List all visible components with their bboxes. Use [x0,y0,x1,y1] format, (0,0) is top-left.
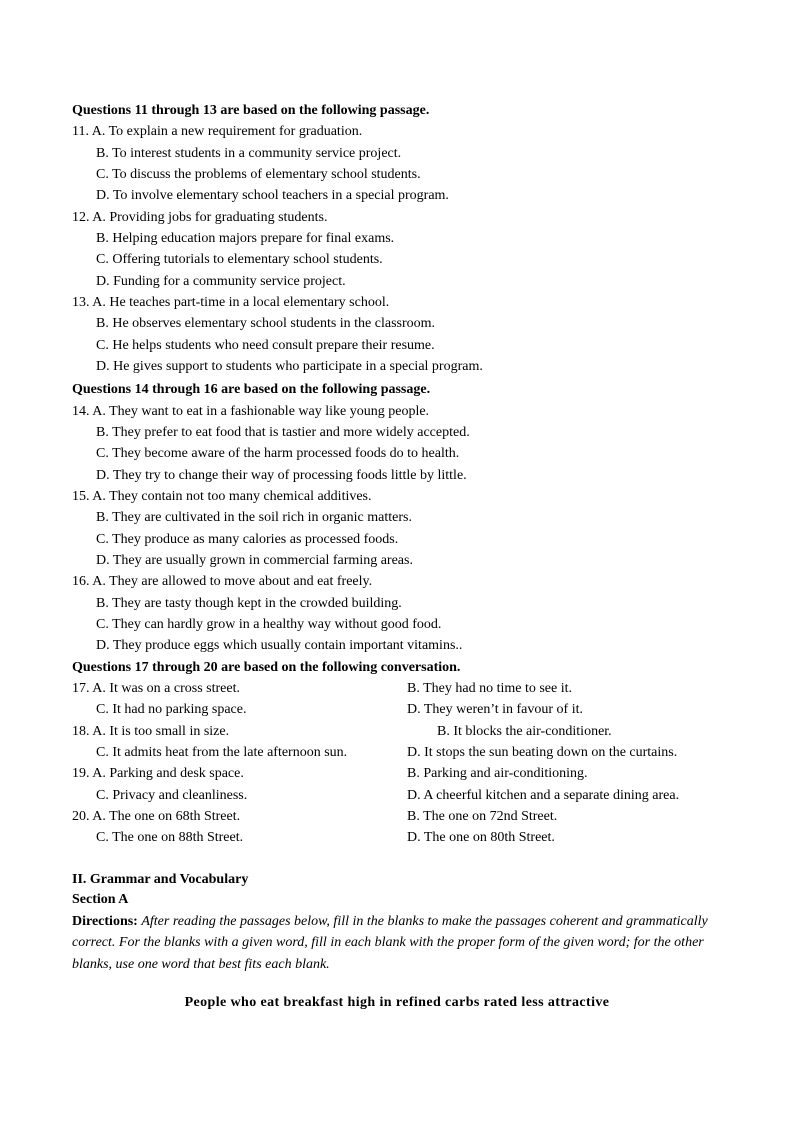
q16-option-b: B. They are tasty though kept in the crowded building. [96,596,402,611]
q17-option-a: 17. A. It was on a cross street. [72,681,240,696]
section-heading-grammar: II. Grammar and Vocabulary [72,872,249,887]
q20-option-a: 20. A. The one on 68th Street. [72,809,241,824]
q13-option-a: 13. A. He teaches part-time in a local elementary school. [72,295,390,310]
q20-option-b: B. The one on 72nd Street. [407,809,558,824]
q12-option-c: C. Offering tutorials to elementary school students. [96,252,383,267]
q18-option-a: 18. A. It is too small in size. [72,724,230,739]
q19-option-a: 19. A. Parking and desk space. [72,766,244,781]
q16-option-c: C. They can hardly grow in a healthy way without good food. [96,617,442,632]
q18-option-d: D. It stops the sun beating down on the curtains. [407,745,678,760]
q12-option-a: 12. A. Providing jobs for graduating students. [72,210,328,225]
q11-option-d: D. To involve elementary school teachers in a special program. [96,188,449,203]
q16-option-a: 16. A. They are allowed to move about and eat freely. [72,574,373,589]
q15-option-d: D. They are usually grown in commercial farming areas. [96,553,413,568]
section-a-label: Section A [72,892,129,907]
directions-paragraph [72,911,732,975]
directions-label: Directions: [72,914,138,929]
q19-option-b: B. Parking and air-conditioning. [407,766,588,781]
questions-11-13-header: Questions 11 through 13 are based on the following passage. [72,103,430,118]
q13-option-c: C. He helps students who need consult prepare their resume. [96,338,435,353]
passage-title: People who eat breakfast high in refined carbs rated less attractive [184,995,610,1010]
q15-option-c: C. They produce as many calories as processed foods. [96,532,399,547]
questions-14-16-header: Questions 14 through 16 are based on the following passage. [72,382,431,397]
q18-option-b: B. It blocks the air-conditioner. [437,724,612,739]
q14-option-a: 14. A. They want to eat in a fashionable way like young people. [72,404,430,419]
q17-option-d: D. They weren’t in favour of it. [407,702,583,717]
q20-option-c: C. The one on 88th Street. [96,830,244,845]
q19-option-d: D. A cheerful kitchen and a separate dining area. [407,788,680,803]
q11-option-a: 11. A. To explain a new requirement for graduation. [72,124,363,139]
q17-option-b: B. They had no time to see it. [407,681,572,696]
q11-option-c: C. To discuss the problems of elementary school students. [96,167,421,182]
q13-option-b: B. He observes elementary school students in the classroom. [96,316,436,331]
q12-option-d: D. Funding for a community service project. [96,274,346,289]
q11-option-b: B. To interest students in a community service project. [96,146,402,161]
q20-option-d: D. The one on 80th Street. [407,830,555,845]
q19-option-c: C. Privacy and cleanliness. [96,788,248,803]
q13-option-d: D. He gives support to students who participate in a special program. [96,359,483,374]
q14-option-b: B. They prefer to eat food that is tastier and more widely accepted. [96,425,470,440]
q12-option-b: B. Helping education majors prepare for final exams. [96,231,395,246]
q14-option-d: D. They try to change their way of processing foods little by little. [96,468,467,483]
q18-option-c: C. It admits heat from the late afternoon sun. [96,745,348,760]
q15-option-a: 15. A. They contain not too many chemical additives. [72,489,372,504]
questions-17-20-header: Questions 17 through 20 are based on the following conversation. [72,660,461,675]
q17-option-c: C. It had no parking space. [96,702,247,717]
q15-option-b: B. They are cultivated in the soil rich in organic matters. [96,510,412,525]
q14-option-c: C. They become aware of the harm processed foods do to health. [96,446,460,461]
directions-text: After reading the passages below, fill in the blanks to make the passages coherent and grammatically correct. For the blanks with a given word, fill in each blank with the proper form of the given word; for the other blanks, use one word that best fits each blank. [72,914,708,972]
q16-option-d: D. They produce eggs which usually contain important vitamins.. [96,638,463,653]
